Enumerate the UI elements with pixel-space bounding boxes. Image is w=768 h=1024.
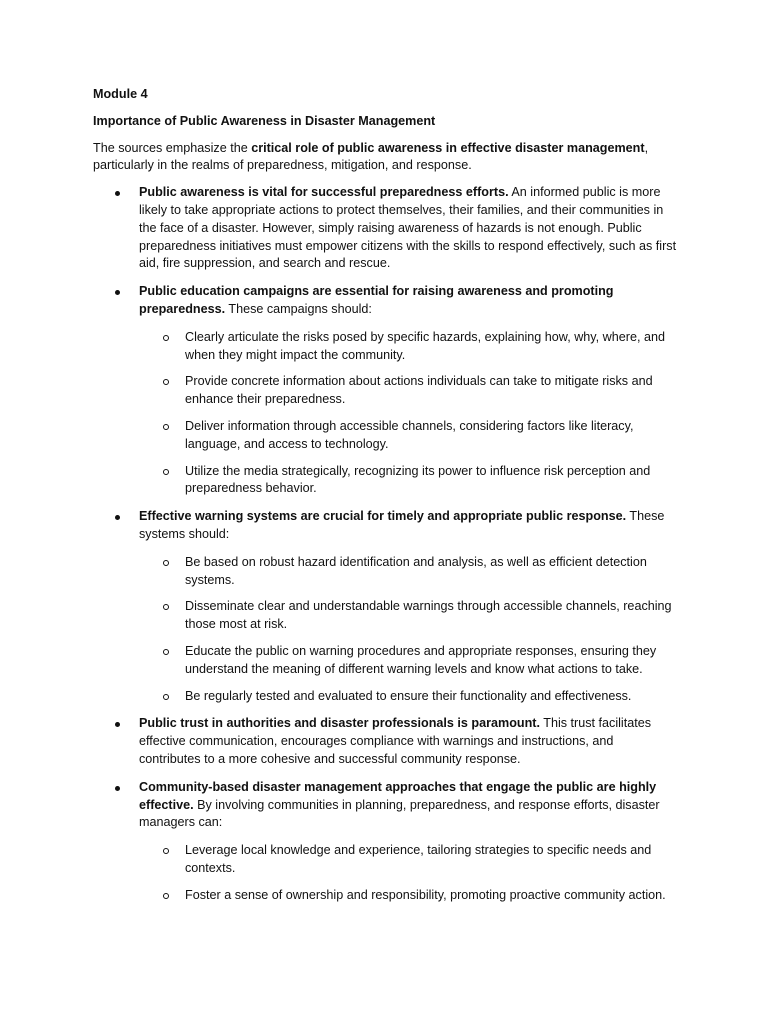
circle-bullet-icon bbox=[163, 893, 169, 899]
bullet-item bbox=[93, 184, 678, 273]
circle-bullet-icon bbox=[163, 469, 169, 475]
bullet-text: By involving communities in planning, preparedness, and response efforts, disaster managers can: bbox=[139, 797, 660, 830]
sub-list bbox=[139, 842, 678, 904]
sub-item bbox=[139, 887, 678, 905]
sub-item bbox=[139, 643, 678, 679]
bullet-bold: Public awareness is vital for successful preparedness efforts. bbox=[139, 185, 509, 200]
intro-suffix: , particularly in the realms of preparedness, mitigation, and response. bbox=[93, 140, 649, 173]
circle-bullet-icon bbox=[163, 649, 169, 655]
sub-item-text: Disseminate clear and understandable warnings through accessible channels, reaching those most at risk. bbox=[185, 599, 672, 632]
intro-bold: critical role of public awareness in effective disaster management bbox=[251, 140, 645, 155]
bullet-text: These systems should: bbox=[139, 509, 665, 541]
bullet-text: An informed public is more likely to take appropriate actions to protect themselves, their families, and their communities in the face of a disaster. However, simply raising awareness of hazards is not enough. Public preparedness initiatives must empower citizens with the skills to respond effectively, such as first aid, fire suppression, and search and rescue. bbox=[139, 185, 677, 271]
bullet-item bbox=[93, 508, 678, 705]
sub-item-text: Be based on robust hazard identification and analysis, as well as efficient detection systems. bbox=[185, 554, 647, 587]
circle-bullet-icon bbox=[163, 848, 169, 854]
sub-item-text: Provide concrete information about actions individuals can take to mitigate risks and enhance their preparedness. bbox=[185, 374, 653, 407]
intro-paragraph bbox=[93, 140, 678, 176]
sub-item-text: Foster a sense of ownership and responsibility, promoting proactive community action. bbox=[185, 887, 666, 902]
sub-item-text: Deliver information through accessible channels, considering factors like literacy, language, and access to technology. bbox=[185, 418, 634, 451]
bullet-item bbox=[93, 715, 678, 768]
bullet-icon bbox=[115, 191, 120, 196]
bullet-bold: Public education campaigns are essential for raising awareness and promoting preparedness. bbox=[139, 284, 614, 316]
sub-item-text: Leverage local knowledge and experience, tailoring strategies to specific needs and contexts. bbox=[185, 843, 652, 875]
sub-item bbox=[139, 373, 678, 409]
sub-item bbox=[139, 329, 678, 365]
bullet-icon bbox=[115, 786, 120, 791]
sub-item bbox=[139, 598, 678, 634]
circle-bullet-icon bbox=[163, 335, 169, 341]
sub-item bbox=[139, 554, 678, 590]
sub-item bbox=[139, 463, 678, 499]
section-heading: Importance of Public Awareness in Disaster Management bbox=[93, 113, 436, 128]
bullet-text: These campaigns should: bbox=[225, 301, 372, 316]
intro-prefix: The sources emphasize the bbox=[93, 140, 252, 155]
sub-list bbox=[139, 329, 678, 498]
bullet-icon bbox=[115, 722, 120, 727]
sub-item-text: Be regularly tested and evaluated to ensure their functionality and effectiveness. bbox=[185, 688, 632, 703]
bullet-list bbox=[93, 184, 678, 904]
bullet-text: This trust facilitates effective communication, encourages compliance with warnings and instructions, and contributes to a more cohesive and successful community response. bbox=[139, 716, 652, 766]
sub-list bbox=[139, 554, 678, 706]
bullet-bold: Community-based disaster management approaches that engage the public are highly effective. bbox=[139, 779, 657, 812]
sub-item-text: Clearly articulate the risks posed by specific hazards, explaining how, why, where, and when they might impact the community. bbox=[185, 329, 665, 362]
bullet-bold: Public trust in authorities and disaster professionals is paramount. bbox=[139, 716, 540, 731]
circle-bullet-icon bbox=[163, 560, 169, 566]
sub-item bbox=[139, 688, 678, 706]
document-body bbox=[93, 86, 678, 914]
bullet-icon bbox=[115, 515, 120, 520]
bullet-bold: Effective warning systems are crucial for timely and appropriate public response. bbox=[139, 509, 627, 524]
circle-bullet-icon bbox=[163, 379, 169, 385]
circle-bullet-icon bbox=[163, 424, 169, 430]
bullet-icon bbox=[115, 290, 120, 295]
module-label: Module 4 bbox=[93, 87, 148, 101]
circle-bullet-icon bbox=[163, 604, 169, 610]
sub-item bbox=[139, 842, 678, 878]
circle-bullet-icon bbox=[163, 694, 169, 700]
sub-item bbox=[139, 418, 678, 454]
sub-item-text: Educate the public on warning procedures and appropriate responses, ensuring they understand the meaning of different warning levels and know what actions to take. bbox=[185, 643, 657, 676]
sub-item-text: Utilize the media strategically, recognizing its power to influence risk perception and preparedness behavior. bbox=[185, 463, 651, 496]
bullet-item bbox=[93, 283, 678, 498]
bullet-item bbox=[93, 779, 678, 905]
